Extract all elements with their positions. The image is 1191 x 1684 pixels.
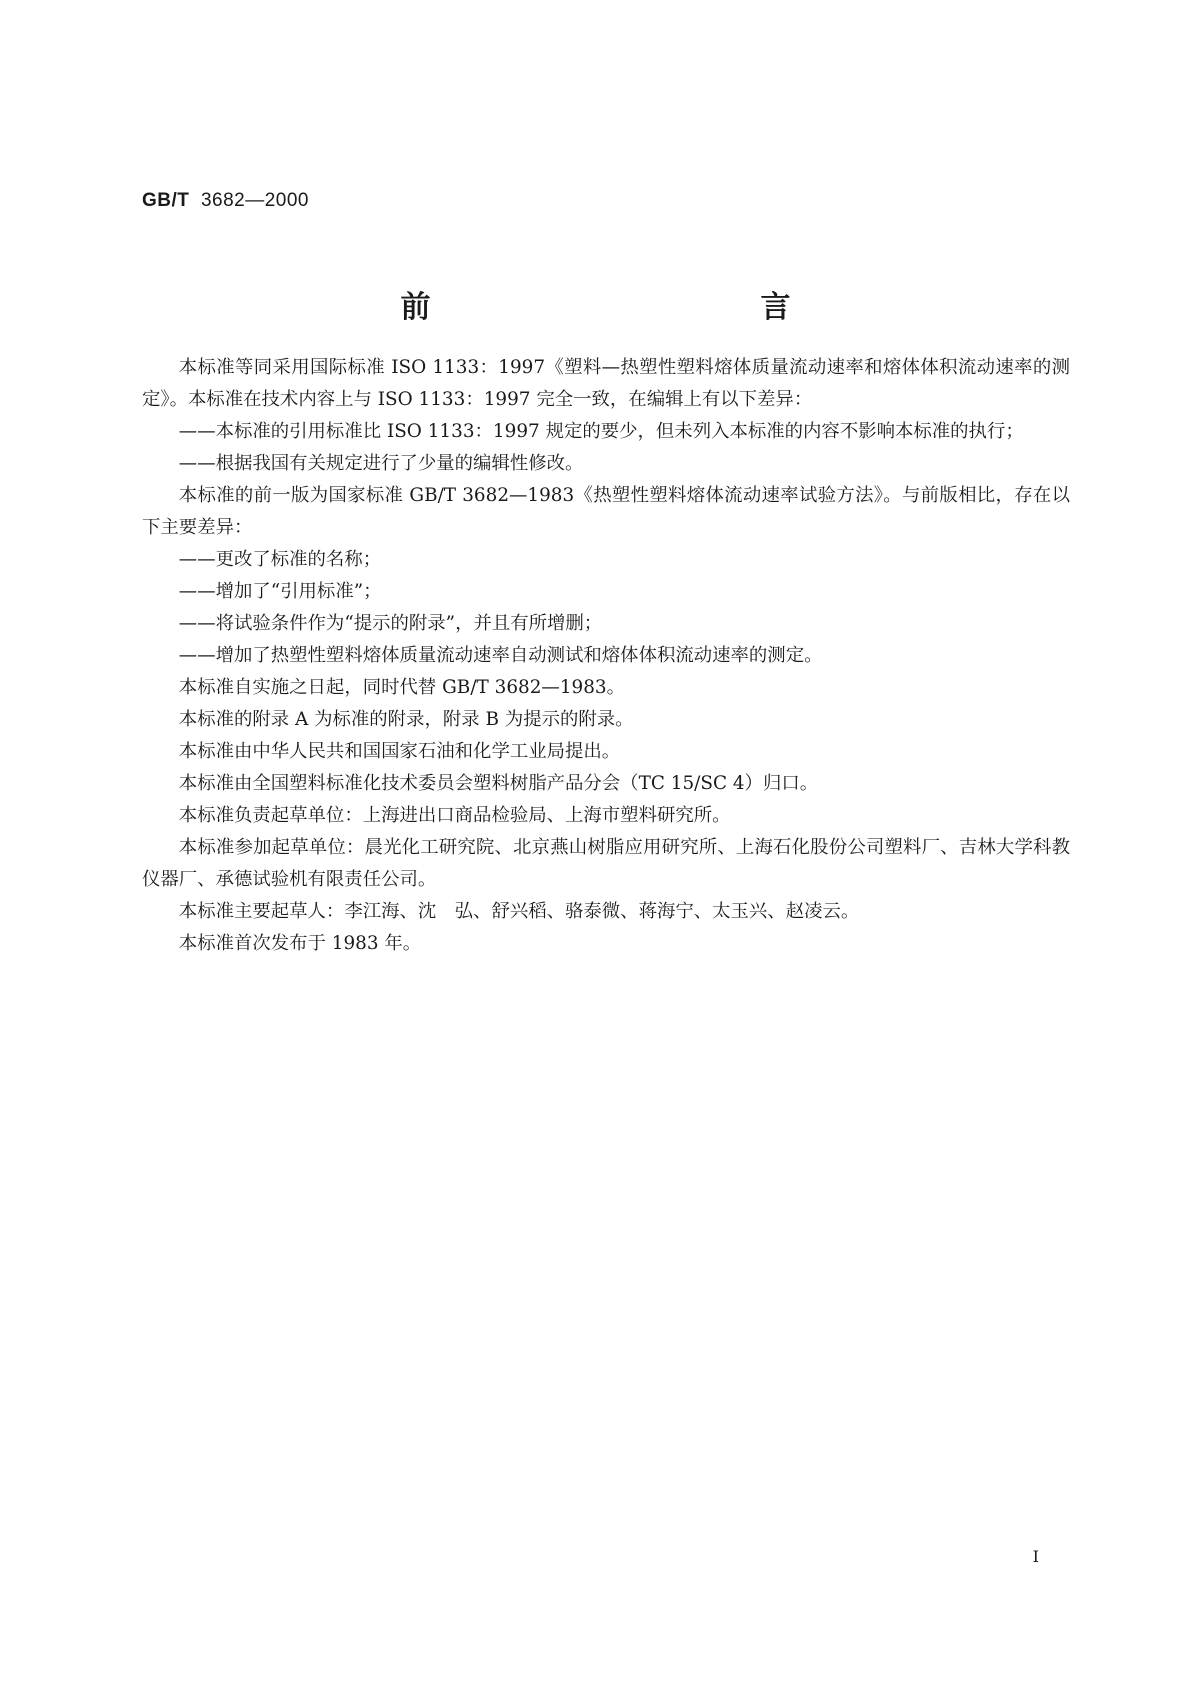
paragraph: 本标准负责起草单位：上海进出口商品检验局、上海市塑料研究所。 [178, 805, 731, 826]
paragraph: ——本标准的引用标准比 ISO 1133：1997 规定的要少，但未列入本标准的内容不影响本标准的执行； [178, 421, 1024, 442]
paragraph: 本标准的附录 A 为标准的附录，附录 B 为提示的附录。 [178, 709, 634, 730]
standard-code-prefix: GB/T [142, 190, 190, 211]
paragraph: ——更改了标准的名称； [178, 549, 382, 570]
page-number: I [1032, 1547, 1039, 1566]
paragraph: ——根据我国有关规定进行了少量的编辑性修改。 [178, 453, 584, 474]
paragraph: ——将试验条件作为“提示的附录”，并且有所增删； [178, 613, 603, 634]
paragraph: 本标准的前一版为国家标准 GB/T 3682—1983《热塑性塑料熔体流动速率试验方法》。与前版相比，存在以下主要差异： [142, 485, 1070, 538]
paragraph: ——增加了热塑性塑料熔体质量流动速率自动测试和熔体体积流动速率的测定。 [178, 645, 823, 666]
paragraph: 本标准由全国塑料标准化技术委员会塑料树脂产品分会（TC 15/SC 4）归口。 [178, 773, 819, 794]
paragraph: 本标准首次发布于 1983 年。 [178, 933, 422, 954]
foreword-body [142, 352, 1070, 960]
paragraph: 本标准由中华人民共和国国家石油和化学工业局提出。 [178, 741, 621, 762]
standard-code-number: 3682—2000 [200, 190, 309, 211]
page-title: 前 言 [400, 290, 881, 325]
standard-code [142, 190, 309, 212]
paragraph: 本标准主要起草人：李江海、沈 弘、舒兴稻、骆泰微、蒋海宁、太玉兴、赵凌云。 [178, 901, 860, 922]
paragraph: 本标准自实施之日起，同时代替 GB/T 3682—1983。 [178, 677, 626, 698]
paragraph: 本标准等同采用国际标准 ISO 1133：1997《塑料—热塑性塑料熔体质量流动速率和熔体体积流动速率的测定》。本标准在技术内容上与 ISO 1133：1997 完全一致，在编辑上有以下差异： [142, 357, 1070, 410]
paragraph: 本标准参加起草单位：晨光化工研究院、北京燕山树脂应用研究所、上海石化股份公司塑料厂、吉林大学科教仪器厂、承德试验机有限责任公司。 [142, 837, 1070, 890]
paragraph: ——增加了“引用标准”； [178, 581, 382, 602]
